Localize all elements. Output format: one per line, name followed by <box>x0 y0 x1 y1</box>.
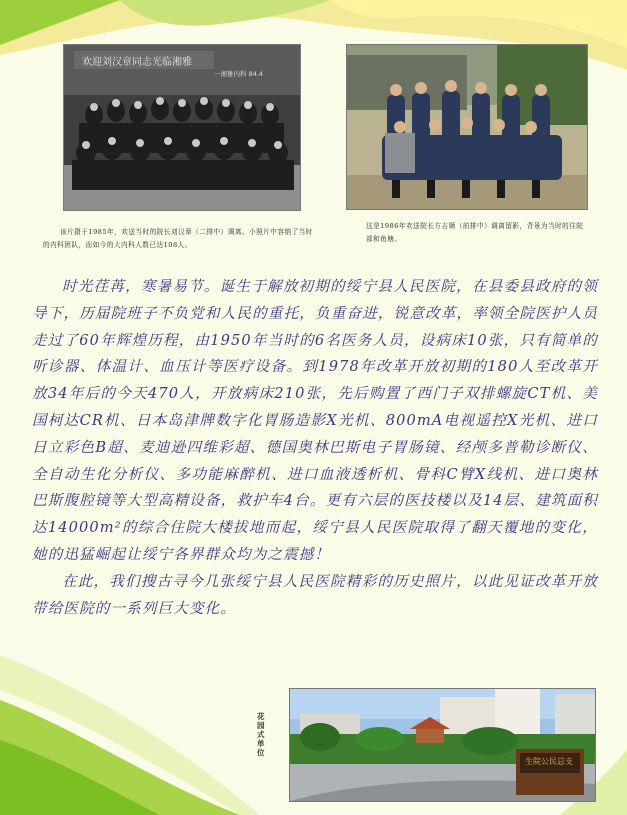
article-paragraph-1: 时光荏苒，寒暑易节。诞生于解放初期的绥宁县人民医院，在县委县政府的领导下，历届院班子不负党和人民的重托，负重奋进，锐意改革，率领全院医护人员走过了60年辉煌历程，由1950年当时的6名医务人员，设病床10张，只有简单的听诊器、体温计、血压计等医疗设备。到1978年改革开放初期的180人至改革开放34年后的今天470人，开放病床210张，先后购置了西门子双排螺旋CT机、美国柯达CR机、日本岛津牌数字化胃肠造影X光机、800mA电视遥控X光机、进口日立彩色B超、麦迪逊四维彩超、德国奥林巴斯电子胃肠镜、经颅多普勒诊断仪、全自动生化分析仪、多功能麻醉机、进口血液透析机、骨科C臂X线机、进口奥林巴斯腹腔镜等大型高精设备，救护车4台。更有六层的医技楼以及14层、建筑面积达14000m²的综合住院大楼拔地而起，绥宁县人民医院取得了翻天覆地的变化，她的迅猛崛起让绥宁各界群众均为之震撼！ <box>32 278 598 563</box>
photo1-subbanner: 一湘雅内科 84.4 <box>214 70 264 78</box>
hospital-garden-photo <box>289 688 596 802</box>
photo1-caption: 该片摄于1985年，欢送当时的院长刘汉章（二排中）调离。小照片中容纳了当时的内科团队，而如今的大内科人数已达108人。 <box>43 228 313 249</box>
photo1-banner: 欢迎刘汉章同志光临湘雅 <box>82 57 192 68</box>
historical-photo-1985 <box>63 44 301 211</box>
historical-photo-1986 <box>346 44 588 210</box>
article-body <box>32 274 598 622</box>
article-paragraph-2: 在此，我们搜古寻今几张绥宁县人民医院精彩的历史照片，以此见证改革开放带给医院的一系列巨大变化。 <box>32 572 598 617</box>
photo3-caption: 花园式单位 <box>257 712 265 757</box>
photo2-caption: 这是1986年欢送院长方吉顺（前排中）调离留影，背景为当时的住院部和鱼塘。 <box>366 222 584 243</box>
photo3-sign: 生院公民总支 <box>525 757 573 766</box>
